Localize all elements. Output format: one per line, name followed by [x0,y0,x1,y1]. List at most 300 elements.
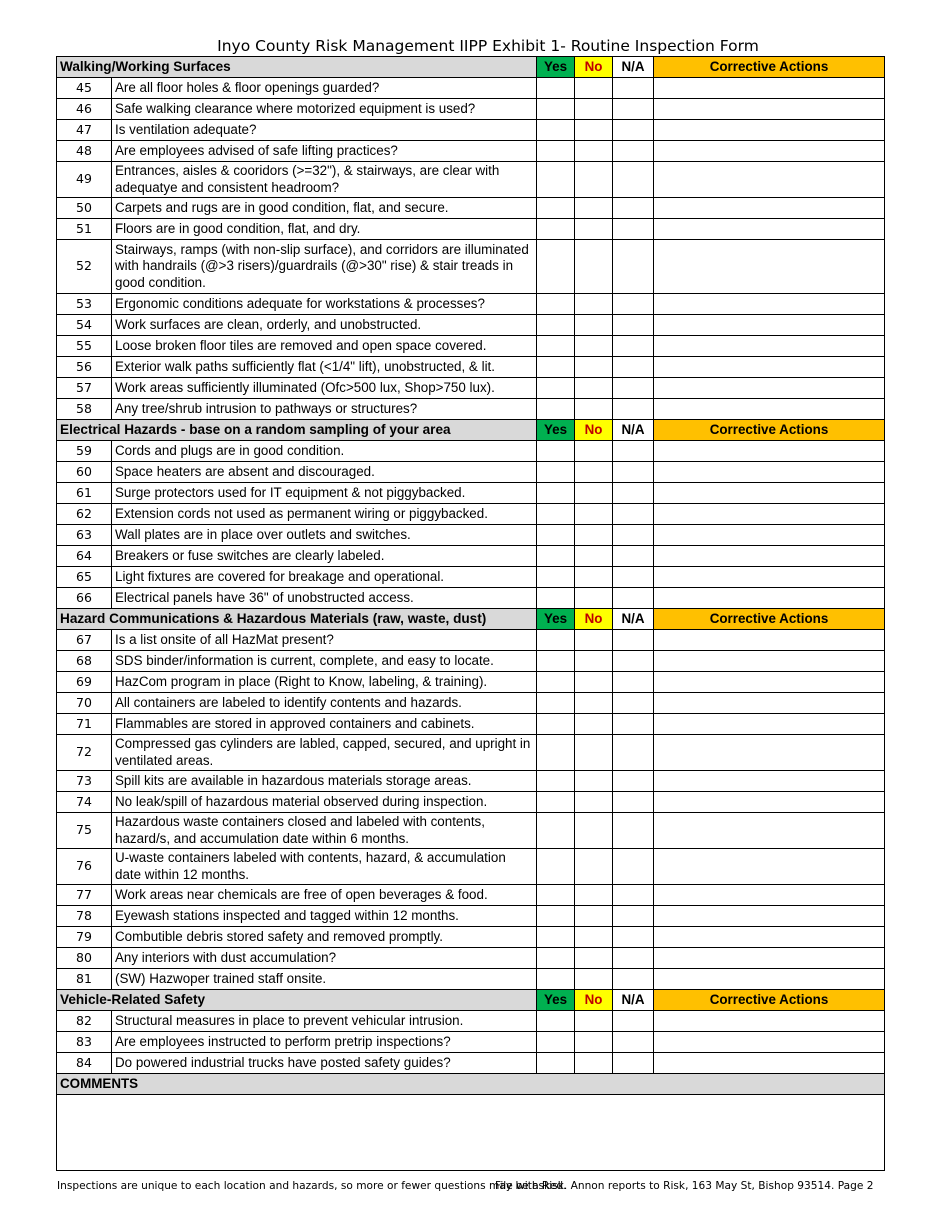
item-number: 61 [57,483,112,504]
item-number: 63 [57,525,112,546]
yes-cell[interactable] [537,378,575,399]
item-question: Are employees advised of safe lifting practices? [112,141,537,162]
checklist-row [57,441,885,462]
na-cell[interactable] [613,378,654,399]
no-cell[interactable] [575,885,613,906]
corrective-actions-header: Corrective Actions [654,609,885,630]
item-number: 83 [57,1032,112,1053]
yes-cell[interactable] [537,1032,575,1053]
yes-cell[interactable] [537,78,575,99]
na-cell[interactable] [613,849,654,885]
no-cell[interactable] [575,315,613,336]
item-number: 54 [57,315,112,336]
yes-cell[interactable] [537,771,575,792]
corrective-action-cell[interactable] [654,906,885,927]
yes-cell[interactable] [537,630,575,651]
corrective-action-cell[interactable] [654,1053,885,1074]
item-number: 80 [57,948,112,969]
yes-cell[interactable] [537,546,575,567]
no-cell[interactable] [575,771,613,792]
yes-cell[interactable] [537,294,575,315]
yes-cell[interactable] [537,357,575,378]
checklist-row [57,378,885,399]
checklist-row [57,1032,885,1053]
corrective-action-cell[interactable] [654,813,885,849]
corrective-action-cell[interactable] [654,294,885,315]
comments-box[interactable] [57,1095,885,1171]
na-cell[interactable] [613,906,654,927]
checklist-row [57,141,885,162]
na-column-header: N/A [613,57,654,78]
yes-column-header: Yes [537,609,575,630]
yes-cell[interactable] [537,441,575,462]
page-footer [57,1180,937,1192]
yes-cell[interactable] [537,693,575,714]
checklist-row [57,672,885,693]
na-cell[interactable] [613,1011,654,1032]
footer-note: Inspections are unique to each location and hazards, so more or fewer questions may be asked. [57,1180,567,1192]
comments-box-row [57,1095,885,1171]
na-cell[interactable] [613,969,654,990]
item-question: Loose broken floor tiles are removed and open space covered. [112,336,537,357]
item-number: 72 [57,735,112,771]
no-cell[interactable] [575,120,613,141]
item-question: Are employees instructed to perform pretrip inspections? [112,1032,537,1053]
corrective-action-cell[interactable] [654,357,885,378]
item-question: Wall plates are in place over outlets and switches. [112,525,537,546]
inspection-table [56,56,885,1171]
na-cell[interactable] [613,99,654,120]
item-number: 53 [57,294,112,315]
checklist-row [57,336,885,357]
na-column-header: N/A [613,990,654,1011]
na-cell[interactable] [613,672,654,693]
checklist-row [57,927,885,948]
no-cell[interactable] [575,504,613,525]
no-cell[interactable] [575,78,613,99]
yes-cell[interactable] [537,336,575,357]
no-cell[interactable] [575,948,613,969]
na-cell[interactable] [613,693,654,714]
item-number: 73 [57,771,112,792]
item-number: 60 [57,462,112,483]
item-number: 66 [57,588,112,609]
item-question: Compressed gas cylinders are labled, capped, secured, and upright in ventilated areas. [112,735,537,771]
item-question: Floors are in good condition, flat, and dry. [112,219,537,240]
corrective-action-cell[interactable] [654,969,885,990]
yes-cell[interactable] [537,567,575,588]
yes-cell[interactable] [537,588,575,609]
no-cell[interactable] [575,969,613,990]
checklist-row [57,849,885,885]
item-question: Cords and plugs are in good condition. [112,441,537,462]
item-question: Structural measures in place to prevent vehicular intrusion. [112,1011,537,1032]
corrective-action-cell[interactable] [654,630,885,651]
checklist-row [57,483,885,504]
corrective-action-cell[interactable] [654,198,885,219]
checklist-row [57,948,885,969]
na-cell[interactable] [613,219,654,240]
corrective-action-cell[interactable] [654,588,885,609]
yes-column-header: Yes [537,990,575,1011]
na-cell[interactable] [613,813,654,849]
na-cell[interactable] [613,240,654,294]
na-cell[interactable] [613,651,654,672]
corrective-action-cell[interactable] [654,693,885,714]
corrective-action-cell[interactable] [654,651,885,672]
corrective-action-cell[interactable] [654,849,885,885]
no-column-header: No [575,609,613,630]
item-question: (SW) Hazwoper trained staff onsite. [112,969,537,990]
na-cell[interactable] [613,1053,654,1074]
corrective-action-cell[interactable] [654,525,885,546]
item-question: Entrances, aisles & cooridors (>=32"), & stairways, are clear with adequatye and consistent headroom? [112,162,537,198]
corrective-action-cell[interactable] [654,483,885,504]
checklist-row [57,504,885,525]
item-question: Light fixtures are covered for breakage and operational. [112,567,537,588]
na-cell[interactable] [613,399,654,420]
na-cell[interactable] [613,885,654,906]
no-cell[interactable] [575,141,613,162]
na-cell[interactable] [613,546,654,567]
section-title: Vehicle-Related Safety [57,990,537,1011]
no-column-header: No [575,57,613,78]
item-question: Exterior walk paths sufficiently flat (<1/4" lift), unobstructed, & lit. [112,357,537,378]
corrective-action-cell[interactable] [654,546,885,567]
yes-cell[interactable] [537,906,575,927]
checklist-row [57,162,885,198]
item-question: U-waste containers labeled with contents, hazard, & accumulation date within 12 months. [112,849,537,885]
checklist-row [57,294,885,315]
item-number: 45 [57,78,112,99]
checklist-row [57,1053,885,1074]
na-column-header: N/A [613,609,654,630]
item-number: 71 [57,714,112,735]
yes-cell[interactable] [537,462,575,483]
no-cell[interactable] [575,336,613,357]
no-cell[interactable] [575,198,613,219]
item-number: 59 [57,441,112,462]
yes-cell[interactable] [537,219,575,240]
item-number: 70 [57,693,112,714]
na-cell[interactable] [613,162,654,198]
corrective-action-cell[interactable] [654,462,885,483]
item-question: Eyewash stations inspected and tagged within 12 months. [112,906,537,927]
checklist-row [57,885,885,906]
na-cell[interactable] [613,588,654,609]
item-question: Is a list onsite of all HazMat present? [112,630,537,651]
item-question: Work surfaces are clean, orderly, and unobstructed. [112,315,537,336]
item-question: Electrical panels have 36" of unobstructed access. [112,588,537,609]
checklist-row [57,198,885,219]
checklist-row [57,315,885,336]
no-cell[interactable] [575,567,613,588]
item-number: 76 [57,849,112,885]
yes-cell[interactable] [537,141,575,162]
item-question: Spill kits are available in hazardous materials storage areas. [112,771,537,792]
item-number: 68 [57,651,112,672]
corrective-action-cell[interactable] [654,567,885,588]
comments-label: COMMENTS [57,1074,885,1095]
yes-cell[interactable] [537,735,575,771]
na-cell[interactable] [613,927,654,948]
corrective-action-cell[interactable] [654,771,885,792]
no-cell[interactable] [575,588,613,609]
item-question: Flammables are stored in approved containers and cabinets. [112,714,537,735]
corrective-action-cell[interactable] [654,1011,885,1032]
yes-cell[interactable] [537,1011,575,1032]
corrective-action-cell[interactable] [654,378,885,399]
corrective-action-cell[interactable] [654,792,885,813]
no-cell[interactable] [575,99,613,120]
no-cell[interactable] [575,906,613,927]
checklist-row [57,567,885,588]
no-cell[interactable] [575,651,613,672]
na-cell[interactable] [613,735,654,771]
no-cell[interactable] [575,483,613,504]
corrective-action-cell[interactable] [654,120,885,141]
item-number: 46 [57,99,112,120]
na-cell[interactable] [613,441,654,462]
checklist-row [57,693,885,714]
item-number: 82 [57,1011,112,1032]
yes-cell[interactable] [537,849,575,885]
checklist-row [57,630,885,651]
no-cell[interactable] [575,1011,613,1032]
item-number: 57 [57,378,112,399]
item-question: Carpets and rugs are in good condition, flat, and secure. [112,198,537,219]
na-cell[interactable] [613,198,654,219]
checklist-row [57,357,885,378]
checklist-row [57,546,885,567]
section-title: Walking/Working Surfaces [57,57,537,78]
na-cell[interactable] [613,948,654,969]
checklist-row [57,906,885,927]
corrective-action-cell[interactable] [654,927,885,948]
yes-cell[interactable] [537,504,575,525]
yes-cell[interactable] [537,525,575,546]
section-header-row [57,990,885,1011]
item-question: Combutible debris stored safety and removed promptly. [112,927,537,948]
section-header-row [57,609,885,630]
no-cell[interactable] [575,927,613,948]
yes-cell[interactable] [537,813,575,849]
na-cell[interactable] [613,294,654,315]
corrective-action-cell[interactable] [654,141,885,162]
item-number: 49 [57,162,112,198]
na-cell[interactable] [613,141,654,162]
yes-column-header: Yes [537,420,575,441]
no-cell[interactable] [575,399,613,420]
corrective-action-cell[interactable] [654,441,885,462]
item-question: No leak/spill of hazardous material observed during inspection. [112,792,537,813]
no-cell[interactable] [575,813,613,849]
checklist-row [57,78,885,99]
yes-cell[interactable] [537,885,575,906]
item-number: 81 [57,969,112,990]
no-cell[interactable] [575,294,613,315]
item-number: 55 [57,336,112,357]
no-cell[interactable] [575,378,613,399]
checklist-row [57,462,885,483]
na-cell[interactable] [613,315,654,336]
no-cell[interactable] [575,162,613,198]
no-cell[interactable] [575,546,613,567]
no-column-header: No [575,990,613,1011]
yes-cell[interactable] [537,99,575,120]
comments-header-row [57,1074,885,1095]
corrective-action-cell[interactable] [654,672,885,693]
corrective-action-cell[interactable] [654,735,885,771]
na-column-header: N/A [613,420,654,441]
na-cell[interactable] [613,483,654,504]
section-title: Electrical Hazards - base on a random sampling of your area [57,420,537,441]
corrective-action-cell[interactable] [654,948,885,969]
item-question: HazCom program in place (Right to Know, labeling, & training). [112,672,537,693]
item-number: 74 [57,792,112,813]
corrective-actions-header: Corrective Actions [654,420,885,441]
yes-cell[interactable] [537,969,575,990]
yes-cell[interactable] [537,714,575,735]
no-cell[interactable] [575,1032,613,1053]
item-question: Is ventilation adequate? [112,120,537,141]
corrective-action-cell[interactable] [654,504,885,525]
na-cell[interactable] [613,78,654,99]
corrective-action-cell[interactable] [654,399,885,420]
no-column-header: No [575,420,613,441]
section-header-row [57,420,885,441]
item-question: Work areas near chemicals are free of open beverages & food. [112,885,537,906]
no-cell[interactable] [575,693,613,714]
yes-cell[interactable] [537,927,575,948]
section-header-row [57,57,885,78]
checklist-row [57,735,885,771]
item-question: Space heaters are absent and discouraged. [112,462,537,483]
na-cell[interactable] [613,525,654,546]
no-cell[interactable] [575,792,613,813]
checklist-row [57,525,885,546]
yes-cell[interactable] [537,198,575,219]
no-cell[interactable] [575,357,613,378]
checklist-row [57,240,885,294]
corrective-action-cell[interactable] [654,885,885,906]
checklist-row [57,219,885,240]
corrective-action-cell[interactable] [654,315,885,336]
item-question: SDS binder/information is current, complete, and easy to locate. [112,651,537,672]
na-cell[interactable] [613,567,654,588]
item-question: Stairways, ramps (with non-slip surface), and corridors are illuminated with handrails (@>3 risers)/guardrails (@>30" rise) & stair treads in good condition. [112,240,537,294]
item-question: All containers are labeled to identify contents and hazards. [112,693,537,714]
item-question: Work areas sufficiently illuminated (Ofc>500 lux, Shop>750 lux). [112,378,537,399]
corrective-action-cell[interactable] [654,714,885,735]
na-cell[interactable] [613,630,654,651]
no-cell[interactable] [575,714,613,735]
yes-cell[interactable] [537,120,575,141]
checklist-row [57,588,885,609]
corrective-action-cell[interactable] [654,99,885,120]
item-number: 62 [57,504,112,525]
no-cell[interactable] [575,849,613,885]
item-number: 50 [57,198,112,219]
item-number: 52 [57,240,112,294]
item-number: 75 [57,813,112,849]
yes-cell[interactable] [537,315,575,336]
item-question: Surge protectors used for IT equipment & not piggybacked. [112,483,537,504]
item-question: Breakers or fuse switches are clearly labeled. [112,546,537,567]
footer-filing-info: File with Risk. Annon reports to Risk, 163 May St, Bishop 93514. Page 2 [495,1180,874,1192]
checklist-row [57,969,885,990]
item-number: 84 [57,1053,112,1074]
yes-cell[interactable] [537,399,575,420]
item-question: Are all floor holes & floor openings guarded? [112,78,537,99]
yes-cell[interactable] [537,1053,575,1074]
yes-cell[interactable] [537,162,575,198]
item-number: 48 [57,141,112,162]
yes-cell[interactable] [537,672,575,693]
item-number: 58 [57,399,112,420]
checklist-row [57,792,885,813]
yes-cell[interactable] [537,948,575,969]
item-number: 64 [57,546,112,567]
item-number: 69 [57,672,112,693]
item-question: Safe walking clearance where motorized equipment is used? [112,99,537,120]
na-cell[interactable] [613,357,654,378]
yes-cell[interactable] [537,792,575,813]
na-cell[interactable] [613,120,654,141]
no-cell[interactable] [575,630,613,651]
na-cell[interactable] [613,336,654,357]
corrective-actions-header: Corrective Actions [654,990,885,1011]
item-number: 67 [57,630,112,651]
corrective-action-cell[interactable] [654,240,885,294]
na-cell[interactable] [613,462,654,483]
item-question: Hazardous waste containers closed and labeled with contents, hazard/s, and accumulation date within 6 months. [112,813,537,849]
item-number: 79 [57,927,112,948]
na-cell[interactable] [613,714,654,735]
na-cell[interactable] [613,792,654,813]
yes-cell[interactable] [537,483,575,504]
no-cell[interactable] [575,441,613,462]
item-number: 56 [57,357,112,378]
checklist-row [57,399,885,420]
corrective-action-cell[interactable] [654,78,885,99]
corrective-action-cell[interactable] [654,219,885,240]
checklist-row [57,771,885,792]
no-cell[interactable] [575,672,613,693]
item-question: Any tree/shrub intrusion to pathways or structures? [112,399,537,420]
corrective-action-cell[interactable] [654,162,885,198]
item-question: Ergonomic conditions adequate for workstations & processes? [112,294,537,315]
section-title: Hazard Communications & Hazardous Materials (raw, waste, dust) [57,609,537,630]
na-cell[interactable] [613,504,654,525]
checklist-row [57,120,885,141]
checklist-row [57,714,885,735]
no-cell[interactable] [575,735,613,771]
yes-cell[interactable] [537,651,575,672]
corrective-action-cell[interactable] [654,1032,885,1053]
form-title: Inyo County Risk Management IIPP Exhibit 1- Routine Inspection Form [217,37,759,55]
no-cell[interactable] [575,219,613,240]
checklist-row [57,1011,885,1032]
na-cell[interactable] [613,771,654,792]
no-cell[interactable] [575,525,613,546]
no-cell[interactable] [575,462,613,483]
na-cell[interactable] [613,1032,654,1053]
corrective-action-cell[interactable] [654,336,885,357]
no-cell[interactable] [575,1053,613,1074]
no-cell[interactable] [575,240,613,294]
yes-cell[interactable] [537,240,575,294]
